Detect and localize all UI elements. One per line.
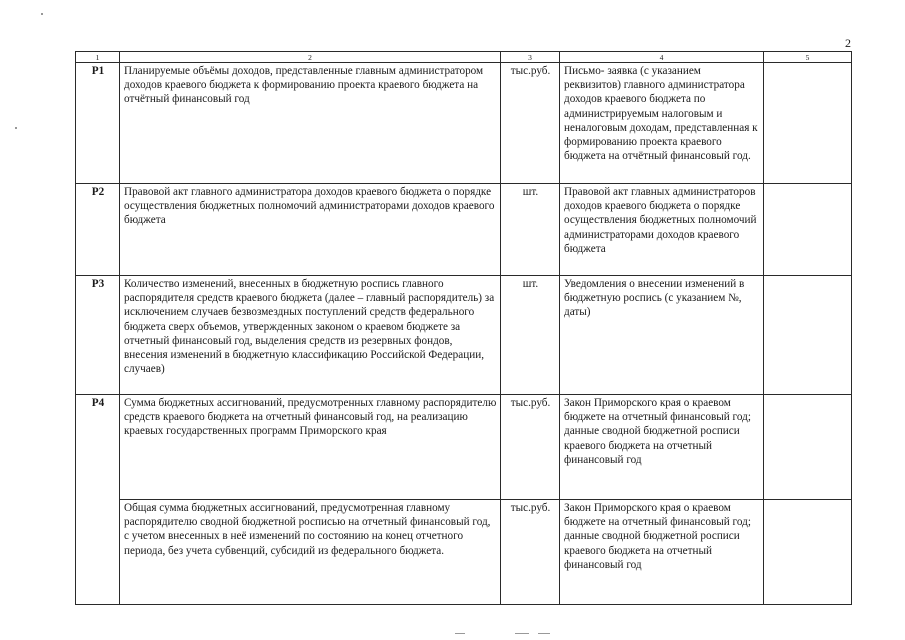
note-cell — [764, 395, 852, 500]
source-cell: Уведомления о внесении изменений в бюджетную роспись (с указанием №, даты) — [560, 276, 764, 395]
note-cell — [764, 63, 852, 184]
note-cell — [764, 276, 852, 395]
table-row-p4 — [76, 395, 852, 500]
column-number-1: 1 — [76, 52, 120, 63]
table-header-row — [76, 52, 852, 63]
indicators-table — [75, 51, 852, 605]
unit-cell: тыс.руб. — [501, 63, 560, 184]
unit-cell: тыс.руб. — [501, 395, 560, 500]
table-row-p1 — [76, 63, 852, 184]
source-cell: Закон Приморского края о краевом бюджете на отчетный финансовый год; данные сводной бюджетной росписи краевого бюджета на отчетный финансовый год — [560, 395, 764, 500]
scan-artifact — [455, 633, 465, 634]
scan-artifact — [515, 633, 529, 634]
indicator-cell: Сумма бюджетных ассигнований, предусмотренных главному распорядителю средств краевого бюджета на отчетный финансовый год, на реализацию краевых государственных программ Приморского края — [120, 395, 501, 500]
row-code: P2 — [76, 184, 120, 276]
indicator-cell: Планируемые объёмы доходов, представленные главным администратором доходов краевого бюджета к формированию проекта краевого бюджета на отчётный финансовый год — [120, 63, 501, 184]
row-code: P3 — [76, 276, 120, 395]
scan-artifact — [538, 633, 550, 634]
note-cell — [764, 500, 852, 605]
source-cell: Закон Приморского края о краевом бюджете на отчетный финансовый год; данные сводной бюджетной росписи краевого бюджета на отчетный финансовый год — [560, 500, 764, 605]
column-number-2: 2 — [120, 52, 501, 63]
row-code: P1 — [76, 63, 120, 184]
indicator-cell: Правовой акт главного администратора доходов краевого бюджета о порядке осуществления бюджетных полномочий администраторами доходов краевого бюджета — [120, 184, 501, 276]
table-row-p3 — [76, 276, 852, 395]
scan-speck — [15, 127, 17, 129]
column-number-4: 4 — [560, 52, 764, 63]
unit-cell: тыс.руб. — [501, 500, 560, 605]
table-row-p2 — [76, 184, 852, 276]
unit-cell: шт. — [501, 184, 560, 276]
indicator-cell: Общая сумма бюджетных ассигнований, предусмотренная главному распорядителю сводной бюджетной росписью на отчетный финансовый год, с учетом внесенных в неё изменений по состоянию на конец отчетного периода, без учета субвенций, субсидий из федерального бюджета. — [120, 500, 501, 605]
indicator-cell: Количество изменений, внесенных в бюджетную роспись главного распорядителя средств краевого бюджета (далее – главный распорядитель) за исключением случаев безвозмездных поступлений средств федерального бюджета сверх объемов, утвержденных законом о краевом бюджете за отчетный финансовый год, выделения средств из резервных фондов, внесения изменений в бюджетную классификацию Российской Федерации, случаев) — [120, 276, 501, 395]
source-cell: Письмо- заявка (с указанием реквизитов) главного администратора доходов краевого бюджета по администрируемым налоговым и неналоговым доходам, представленная к формированию проекта краевого бюджета на отчётный финансовый год. — [560, 63, 764, 184]
source-cell: Правовой акт главных администраторов доходов краевого бюджета о порядке осуществления бюджетных полномочий администраторами доходов краевого бюджета — [560, 184, 764, 276]
unit-cell: шт. — [501, 276, 560, 395]
note-cell — [764, 184, 852, 276]
column-number-3: 3 — [501, 52, 560, 63]
table-row-p4-total — [76, 500, 852, 605]
column-number-5: 5 — [764, 52, 852, 63]
page-number: 2 — [845, 36, 851, 50]
scan-speck — [41, 13, 43, 15]
row-code: P4 — [76, 395, 120, 605]
